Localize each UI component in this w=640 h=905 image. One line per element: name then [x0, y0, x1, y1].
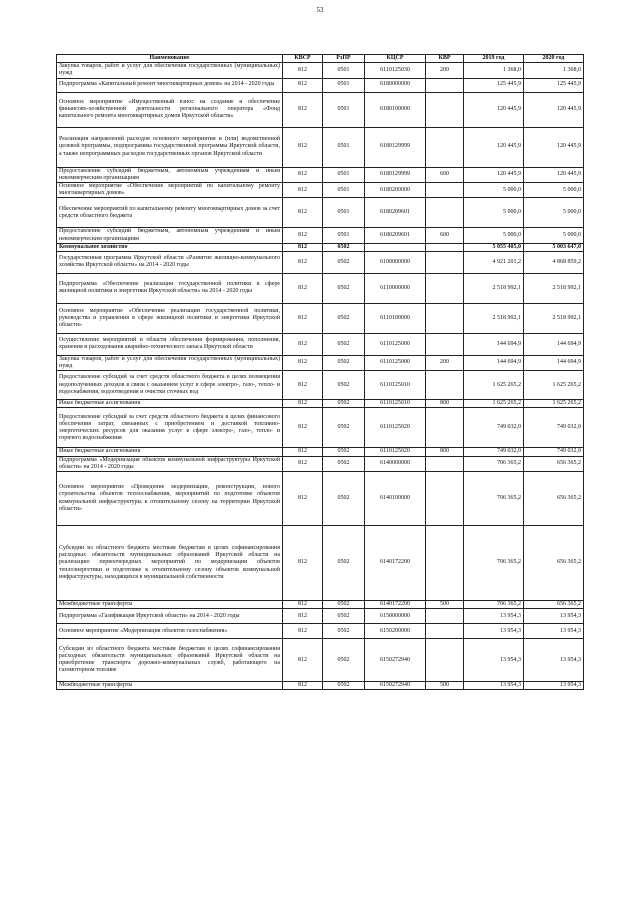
cell-kcsr: 6110125030 [365, 63, 426, 78]
cell-kvr: 800 [426, 448, 464, 456]
cell-kcsr: 6180200000 [365, 182, 426, 197]
cell-2019: 2 518 992,1 [464, 303, 524, 333]
cell-kcsr [365, 243, 426, 251]
cell-name: Иные бюджетные ассигнования [57, 400, 283, 408]
cell-2020: 2 518 992,1 [524, 303, 584, 333]
cell-kcsr: 6150200000 [365, 624, 426, 639]
cell-kvsr: 812 [283, 526, 323, 601]
cell-name: Основное мероприятие «Имущественный взнос на создание и обеспечение финансово-хозяйственной деятельности регионального оператора «Фонд капитального ремонта многоквартирных домов Иркутской области» [57, 92, 283, 127]
cell-kcsr: 6140172200 [365, 601, 426, 609]
cell-kcsr: 6180129999 [365, 127, 426, 167]
cell-kvsr: 812 [283, 273, 323, 303]
cell-2020: 749 032,0 [524, 448, 584, 456]
cell-kvr [426, 639, 464, 682]
cell-2020: 144 694,9 [524, 333, 584, 355]
cell-kcsr: 6150272940 [365, 682, 426, 690]
table-row [57, 601, 584, 609]
budget-table [56, 54, 584, 690]
table-row [57, 127, 584, 167]
cell-rzpr: 0502 [323, 408, 365, 448]
cell-rzpr: 0502 [323, 682, 365, 690]
cell-2020: 13 954,3 [524, 639, 584, 682]
cell-kcsr: 6180000000 [365, 78, 426, 92]
cell-2019: 144 694,9 [464, 355, 524, 370]
cell-kvsr: 812 [283, 472, 323, 526]
cell-name: Подпрограмма «Модернизация объектов коммунальной инфраструктуры Иркутской области» на 2014 - 2020 годы [57, 456, 283, 471]
cell-kvr [426, 92, 464, 127]
cell-2019: 5 000,0 [464, 198, 524, 228]
cell-name: Подпрограмма «Капитальный ремонт многоквартирных домов» на 2014 - 2020 годы [57, 78, 283, 92]
cell-rzpr: 0502 [323, 400, 365, 408]
cell-2020: 5 003 647,0 [524, 243, 584, 251]
cell-2019: 706 365,2 [464, 472, 524, 526]
cell-name: Закупка товаров, работ и услуг для обеспечения государственных (муниципальных) нужд [57, 355, 283, 370]
cell-name: Подпрограмма «Газификация Иркутской области» на 2014 - 2020 годы [57, 609, 283, 624]
cell-2019: 13 954,3 [464, 624, 524, 639]
header-2019: 2019 год [464, 55, 524, 63]
cell-kvsr: 812 [283, 198, 323, 228]
cell-name: Государственная программа Иркутской области «Развитие жилищно-коммунального хозяйства Иркутской области» на 2014 - 2020 годы [57, 251, 283, 273]
cell-kcsr: 6110125000 [365, 355, 426, 370]
cell-2020: 1 625 265,2 [524, 371, 584, 400]
cell-2019: 144 694,9 [464, 333, 524, 355]
cell-name: Обеспечение мероприятий по капитальному ремонту многоквартирных домов за счет средств областного бюджета [57, 198, 283, 228]
cell-2020: 656 365,2 [524, 526, 584, 601]
cell-kvsr: 812 [283, 167, 323, 182]
cell-kcsr: 6110125000 [365, 333, 426, 355]
cell-2019: 706 365,2 [464, 456, 524, 471]
table-row [57, 251, 584, 273]
cell-kvsr: 812 [283, 92, 323, 127]
cell-name: Предоставление субсидий бюджетным, автономным учреждениям и иным некоммерческим организациям [57, 228, 283, 243]
cell-kcsr: 6110100000 [365, 303, 426, 333]
cell-kvr [426, 472, 464, 526]
cell-kvr [426, 251, 464, 273]
cell-kcsr: 6140100000 [365, 472, 426, 526]
cell-rzpr: 0501 [323, 182, 365, 197]
cell-2020: 1 368,0 [524, 63, 584, 78]
cell-name: Предоставление субсидий бюджетным, автономным учреждениям и иным некоммерческим организациям [57, 167, 283, 182]
cell-name: Основное мероприятие «Обеспечение реализации государственной политики, руководства и управления в сфере жилищной политики и энергетики Иркутской области» [57, 303, 283, 333]
table-row [57, 333, 584, 355]
cell-kvsr: 812 [283, 78, 323, 92]
table-row [57, 228, 584, 243]
table-row [57, 682, 584, 690]
table-row [57, 639, 584, 682]
table-row [57, 609, 584, 624]
cell-name: Субсидии из областного бюджета местным бюджетам в целях софинансирования расходных обязательств муниципальных образований Иркутской области на реализацию первоочередных мероприятий по модернизации объектов теплоэнергетики и подготовке к отопительному сезону объектов коммунальной инфраструктуры, находящихся в муниципальной собственности [57, 526, 283, 601]
cell-kvsr: 812 [283, 448, 323, 456]
table-row [57, 408, 584, 448]
table-row [57, 92, 584, 127]
table-row [57, 273, 584, 303]
header-kvr: КВР [426, 55, 464, 63]
cell-name: Коммунальное хозяйство [57, 243, 283, 251]
cell-rzpr: 0502 [323, 624, 365, 639]
cell-kcsr: 6110125020 [365, 448, 426, 456]
cell-rzpr: 0502 [323, 448, 365, 456]
cell-kvr: 600 [426, 167, 464, 182]
cell-kvr [426, 127, 464, 167]
cell-2019: 13 954,3 [464, 682, 524, 690]
cell-rzpr: 0502 [323, 303, 365, 333]
cell-kvr: 800 [426, 400, 464, 408]
cell-name: Основное мероприятие «Проведение модернизации, реконструкции, нового строительства объектов теплоснабжения, мероприятий по подготовке объектов коммунальной инфраструктуры к отопительному сезону на территории Иркутской области» [57, 472, 283, 526]
cell-kvsr: 812 [283, 408, 323, 448]
cell-kvsr: 812 [283, 182, 323, 197]
cell-2019: 5 055 405,0 [464, 243, 524, 251]
header-kvsr: КВСР [283, 55, 323, 63]
cell-2019: 120 445,9 [464, 92, 524, 127]
cell-rzpr: 0502 [323, 355, 365, 370]
cell-2020: 13 954,3 [524, 609, 584, 624]
cell-kvsr: 812 [283, 63, 323, 78]
cell-kcsr: 6180100000 [365, 92, 426, 127]
table-row [57, 167, 584, 182]
cell-2020: 4 868 859,2 [524, 251, 584, 273]
cell-rzpr: 0502 [323, 472, 365, 526]
cell-kvsr: 812 [283, 400, 323, 408]
cell-name: Иные бюджетные ассигнования [57, 448, 283, 456]
cell-kvsr: 812 [283, 624, 323, 639]
cell-kvsr: 812 [283, 609, 323, 624]
cell-kcsr: 6110125010 [365, 371, 426, 400]
cell-kcsr: 6150000000 [365, 609, 426, 624]
cell-kvr [426, 303, 464, 333]
cell-rzpr: 0502 [323, 456, 365, 471]
cell-kcsr: 6100000000 [365, 251, 426, 273]
cell-2020: 144 694,9 [524, 355, 584, 370]
cell-rzpr: 0501 [323, 167, 365, 182]
cell-2020: 5 000,0 [524, 198, 584, 228]
cell-kvr: 500 [426, 682, 464, 690]
cell-kcsr: 6110000000 [365, 273, 426, 303]
cell-kvsr: 812 [283, 333, 323, 355]
cell-kcsr: 6180129999 [365, 167, 426, 182]
cell-2019: 120 445,9 [464, 127, 524, 167]
cell-rzpr: 0502 [323, 371, 365, 400]
table-row [57, 456, 584, 471]
cell-2020: 656 365,2 [524, 601, 584, 609]
cell-kvr: 500 [426, 601, 464, 609]
cell-2019: 1 368,0 [464, 63, 524, 78]
cell-kcsr: 6110125010 [365, 400, 426, 408]
cell-rzpr: 0501 [323, 78, 365, 92]
cell-kvsr: 812 [283, 127, 323, 167]
cell-kvr [426, 624, 464, 639]
cell-2020: 5 000,0 [524, 182, 584, 197]
cell-2019: 1 625 265,2 [464, 400, 524, 408]
cell-rzpr: 0501 [323, 127, 365, 167]
cell-2020: 120 445,9 [524, 92, 584, 127]
cell-kcsr: 6180209601 [365, 198, 426, 228]
cell-kcsr: 6140000000 [365, 456, 426, 471]
cell-kvr [426, 371, 464, 400]
cell-name: Осуществление мероприятий в области обеспечения формирования, пополнения, хранения и расходования аварийно-технического запаса Иркутской области [57, 333, 283, 355]
cell-2019: 125 445,9 [464, 78, 524, 92]
cell-rzpr: 0502 [323, 251, 365, 273]
header-2020: 2020 год [524, 55, 584, 63]
table-body [57, 63, 584, 690]
cell-2019: 749 032,0 [464, 408, 524, 448]
cell-kvr [426, 526, 464, 601]
header-rzpr: РзПР [323, 55, 365, 63]
cell-2020: 13 954,3 [524, 682, 584, 690]
cell-kcsr: 6140172200 [365, 526, 426, 601]
cell-rzpr: 0502 [323, 601, 365, 609]
cell-2020: 120 445,9 [524, 127, 584, 167]
cell-2020: 1 625 265,2 [524, 400, 584, 408]
table-row [57, 624, 584, 639]
cell-rzpr: 0502 [323, 639, 365, 682]
cell-kcsr: 6110125020 [365, 408, 426, 448]
cell-kvr [426, 333, 464, 355]
cell-kcsr: 6150272940 [365, 639, 426, 682]
table-row [57, 78, 584, 92]
cell-kvsr: 812 [283, 639, 323, 682]
cell-kvsr: 812 [283, 601, 323, 609]
table-row [57, 526, 584, 601]
cell-2019: 1 625 265,2 [464, 371, 524, 400]
cell-rzpr: 0501 [323, 92, 365, 127]
cell-rzpr: 0502 [323, 526, 365, 601]
cell-kvsr: 812 [283, 243, 323, 251]
cell-name: Предоставление субсидий за счет средств областного бюджета в целях финансового обеспечения затрат, связанных с приобретением и доставкой топливно-энергетических ресурсов для оказания услуг в сфере электро-, газо-, тепло- и горячего водоснабжения [57, 408, 283, 448]
cell-name: Реализация направлений расходов основного мероприятия и (или) ведомственной целевой программы, подпрограммы государственной программы Иркутской области, а также непрограммных расходов государственных органов Иркутской области [57, 127, 283, 167]
cell-2019: 706 365,2 [464, 526, 524, 601]
cell-name: Субсидии из областного бюджета местным бюджетам в целях софинансирования расходных обязательств муниципальных образований Иркутской области на приобретение транспорта дорожно-коммунальных служб, работающего на газомоторном топливе [57, 639, 283, 682]
cell-name: Предоставление субсидий за счет средств областного бюджета в целях возмещения недополученных доходов в связи с оказанием услуг в сфере электро-, газо-, тепло- и водоснабжения, водоотведения и очистки сточных вод [57, 371, 283, 400]
cell-kvr: 600 [426, 228, 464, 243]
cell-2020: 2 518 992,1 [524, 273, 584, 303]
cell-2019: 120 445,9 [464, 167, 524, 182]
header-kcsr: КЦСР [365, 55, 426, 63]
cell-name: Основное мероприятие «Обеспечение мероприятий по капитальному ремонту многоквартирных домов» [57, 182, 283, 197]
cell-rzpr: 0501 [323, 63, 365, 78]
cell-name: Закупка товаров, работ и услуг для обеспечения государственных (муниципальных) нужд [57, 63, 283, 78]
cell-kvsr: 812 [283, 303, 323, 333]
cell-kvr [426, 456, 464, 471]
cell-kvr: 200 [426, 355, 464, 370]
cell-2020: 5 000,0 [524, 228, 584, 243]
cell-kvsr: 812 [283, 456, 323, 471]
table-row [57, 400, 584, 408]
cell-rzpr: 0501 [323, 198, 365, 228]
cell-kvsr: 812 [283, 682, 323, 690]
cell-rzpr: 0502 [323, 273, 365, 303]
cell-2020: 656 365,2 [524, 456, 584, 471]
table-header-row [57, 55, 584, 63]
table-row [57, 243, 584, 251]
cell-kcsr: 6180209601 [365, 228, 426, 243]
cell-kvsr: 812 [283, 355, 323, 370]
cell-kvr [426, 243, 464, 251]
cell-kvr [426, 609, 464, 624]
cell-2019: 13 954,3 [464, 639, 524, 682]
table-row [57, 198, 584, 228]
cell-kvr [426, 273, 464, 303]
header-name: Наименование [57, 55, 283, 63]
table-row [57, 303, 584, 333]
cell-kvsr: 812 [283, 251, 323, 273]
cell-kvr: 200 [426, 63, 464, 78]
cell-name: Подпрограмма «Обеспечение реализации государственной политики в сфере жилищной политики и энергетики Иркутской области» на 2014 - 2020 годы [57, 273, 283, 303]
table-row [57, 472, 584, 526]
cell-2019: 706 365,2 [464, 601, 524, 609]
cell-name: Межбюджетные трансферты [57, 682, 283, 690]
cell-name: Основное мероприятие «Модернизация объектов газоснабжения» [57, 624, 283, 639]
cell-name: Межбюджетные трансферты [57, 601, 283, 609]
cell-kvr [426, 408, 464, 448]
cell-2019: 5 000,0 [464, 228, 524, 243]
cell-2019: 13 954,3 [464, 609, 524, 624]
cell-kvsr: 812 [283, 371, 323, 400]
cell-2020: 120 445,9 [524, 167, 584, 182]
cell-2019: 4 921 201,2 [464, 251, 524, 273]
cell-kvr [426, 182, 464, 197]
table-row [57, 371, 584, 400]
table-row [57, 448, 584, 456]
cell-rzpr: 0502 [323, 609, 365, 624]
cell-rzpr: 0502 [323, 243, 365, 251]
cell-rzpr: 0502 [323, 333, 365, 355]
cell-rzpr: 0501 [323, 228, 365, 243]
cell-kvr [426, 198, 464, 228]
cell-kvsr: 812 [283, 228, 323, 243]
table-row [57, 63, 584, 78]
cell-kvr [426, 78, 464, 92]
table-row [57, 182, 584, 197]
cell-2020: 749 032,0 [524, 408, 584, 448]
cell-2020: 13 954,3 [524, 624, 584, 639]
cell-2019: 5 000,0 [464, 182, 524, 197]
cell-2020: 125 445,9 [524, 78, 584, 92]
page-number: 53 [316, 6, 324, 14]
cell-2019: 749 032,0 [464, 448, 524, 456]
cell-2019: 2 518 992,1 [464, 273, 524, 303]
cell-2020: 656 365,2 [524, 472, 584, 526]
table-row [57, 355, 584, 370]
